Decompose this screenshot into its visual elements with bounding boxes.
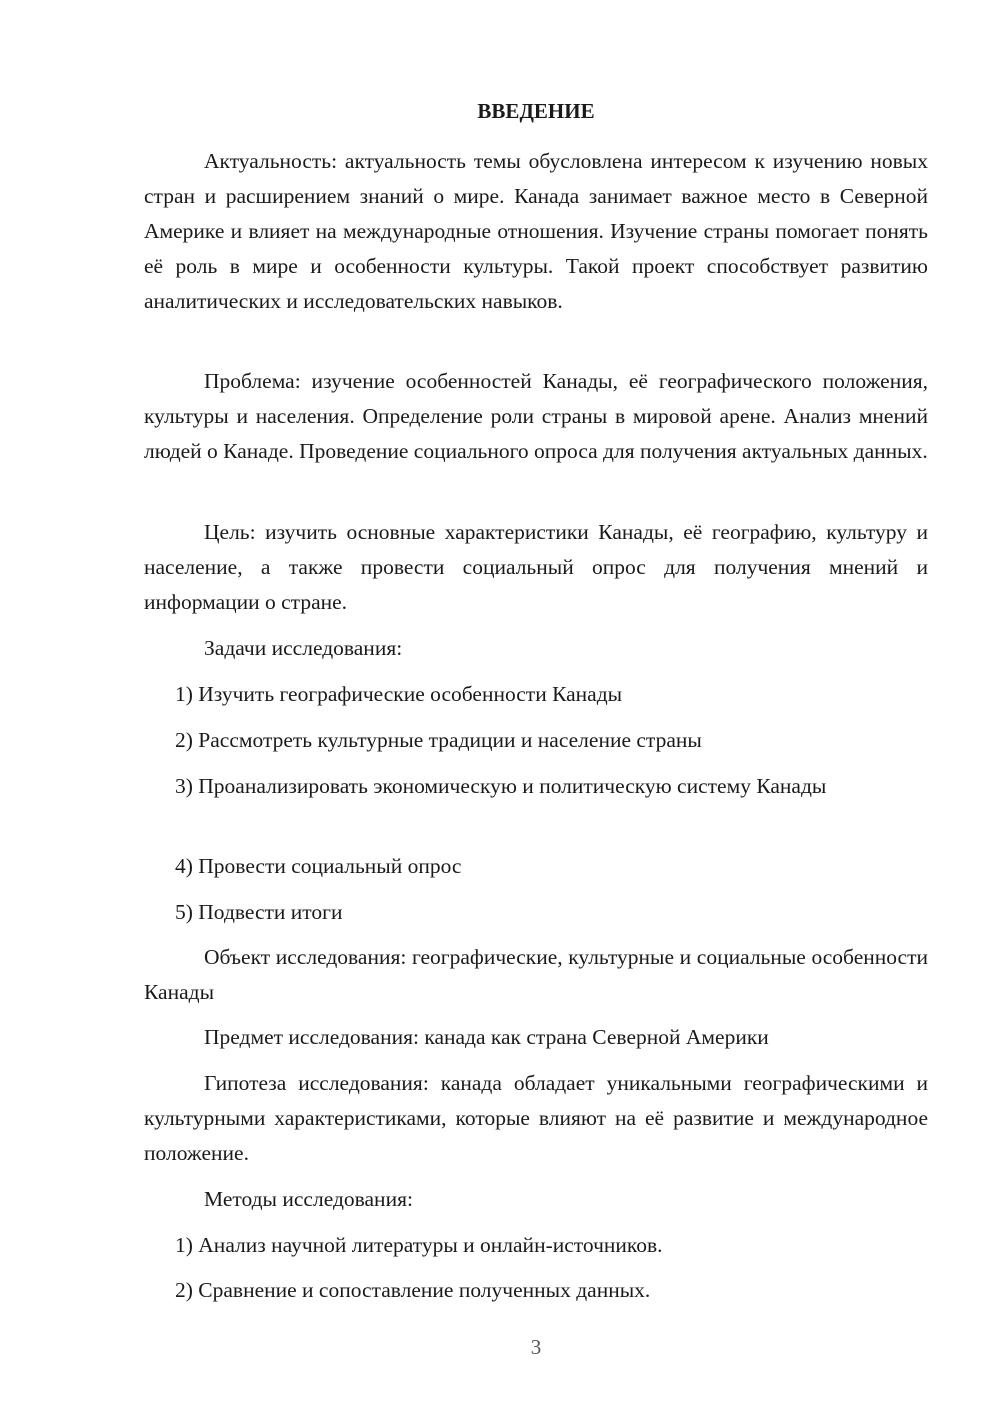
- task-item-5: 5) Подвести итоги: [175, 900, 343, 924]
- task-item-1: 1) Изучить географические особенности Канады: [175, 682, 623, 706]
- relevance-paragraph: Актуальность: актуальность темы обусловлена интересом к изучению новых стран и расширением знаний о мире. Канада занимает важное место в Северной Америке и влияет на международные отношения. Изучение страны помогает понять её роль в мире и особенности культуры. Такой проект способствует развитию аналитических и исследовательских навыков.: [144, 149, 928, 313]
- subject-paragraph: Предмет исследования: канада как страна Северной Америки: [204, 1025, 769, 1049]
- hypothesis-paragraph: Гипотеза исследования: канада обладает уникальными географическими и культурными характеристиками, которые влияют на её развитие и международное положение.: [144, 1071, 928, 1165]
- problem-paragraph: Проблема: изучение особенностей Канады, её географического положения, культуры и населения. Определение роли страны в мировой арене. Анализ мнений людей о Канаде. Проведение социального опроса для получения актуальных данных.: [144, 369, 928, 463]
- object-paragraph: Объект исследования: географические, культурные и социальные особенности Канады: [144, 945, 928, 1004]
- task-item-3: 3) Проанализировать экономическую и политическую систему Канады: [175, 774, 827, 798]
- tasks-heading: Задачи исследования:: [204, 636, 403, 660]
- goal-paragraph: Цель: изучить основные характеристики Канады, её географию, культуру и население, а также провести социальный опрос для получения мнений и информации о стране.: [144, 520, 928, 614]
- method-item-1: 1) Анализ научной литературы и онлайн-источников.: [175, 1233, 663, 1257]
- task-item-4: 4) Провести социальный опрос: [175, 854, 462, 878]
- page-title: ВВЕДЕНИЕ: [477, 99, 595, 123]
- task-item-2: 2) Рассмотреть культурные традиции и население страны: [175, 728, 702, 752]
- methods-heading: Методы исследования:: [204, 1187, 413, 1211]
- page-number: 3: [530, 1335, 542, 1359]
- method-item-2: 2) Сравнение и сопоставление полученных данных.: [175, 1278, 651, 1302]
